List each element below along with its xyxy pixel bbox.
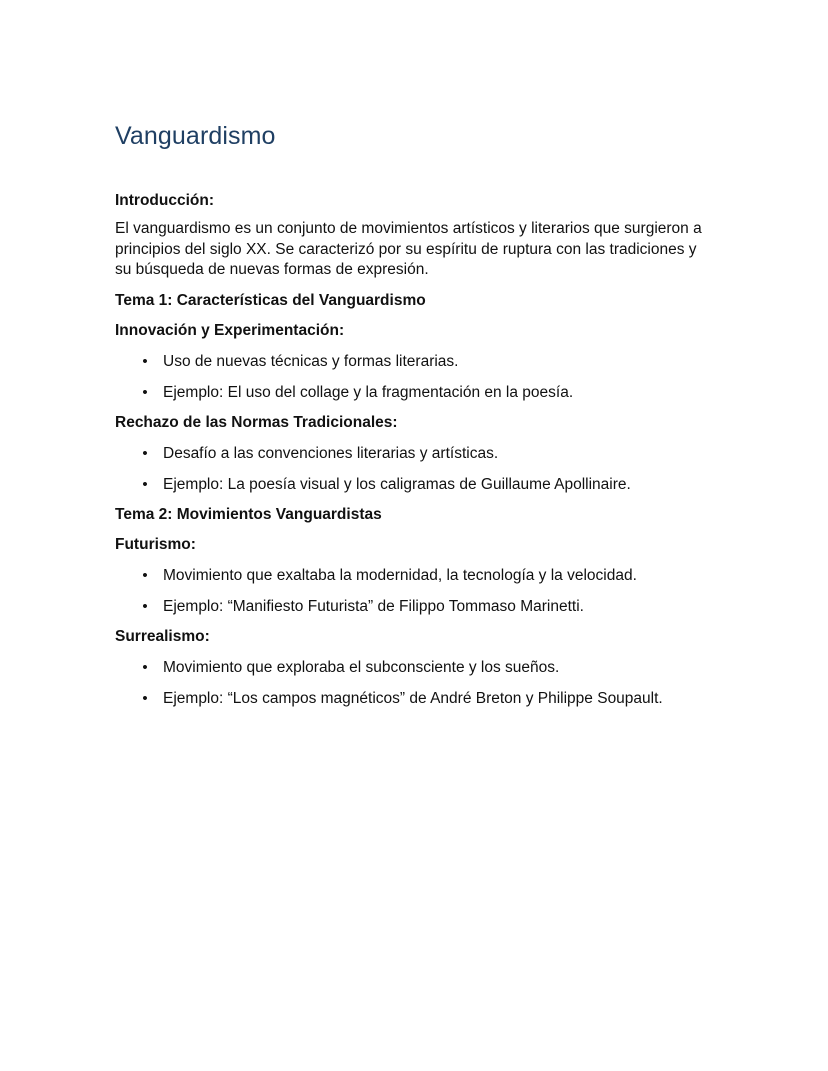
topic2-sub2-list <box>115 658 715 709</box>
list-item <box>115 383 715 403</box>
list-item <box>115 658 715 678</box>
bullet-icon: • <box>142 566 148 584</box>
list-item-text: Movimiento que exploraba el subconsciente y los sueños. <box>163 658 560 676</box>
intro-paragraph: El vanguardismo es un conjunto de movimientos artísticos y literarios que surgieron a principios del siglo XX. Se caracterizó por su espíritu de ruptura con las tradiciones y su búsqueda de nuevas formas de expresión. <box>115 220 702 278</box>
document-page <box>115 118 715 709</box>
list-item <box>115 444 715 464</box>
list-item <box>115 352 715 372</box>
list-item <box>115 475 715 495</box>
list-item <box>115 597 715 617</box>
topic1-sub2-label: Rechazo de las Normas Tradicionales: <box>115 413 398 431</box>
topic2-sub2-label: Surrealismo: <box>115 627 210 645</box>
bullet-icon: • <box>142 658 148 676</box>
topic1-sub1-label: Innovación y Experimentación: <box>115 321 345 339</box>
topic1-sub1-list <box>115 352 715 403</box>
list-item-text: Desafío a las convenciones literarias y artísticas. <box>163 444 499 462</box>
bullet-icon: • <box>142 352 148 370</box>
topic2-sub1-label: Futurismo: <box>115 535 196 553</box>
list-item-text: Ejemplo: “Los campos magnéticos” de André Breton y Philippe Soupault. <box>163 689 663 707</box>
bullet-icon: • <box>142 475 148 493</box>
document-title: Vanguardismo <box>115 122 276 150</box>
list-item-text: Movimiento que exaltaba la modernidad, la tecnología y la velocidad. <box>163 566 637 584</box>
list-item <box>115 689 715 709</box>
list-item-text: Ejemplo: “Manifiesto Futurista” de Filippo Tommaso Marinetti. <box>163 597 584 615</box>
bullet-icon: • <box>142 597 148 615</box>
list-item-text: Ejemplo: El uso del collage y la fragmentación en la poesía. <box>163 383 574 401</box>
bullet-icon: • <box>142 383 148 401</box>
list-item-text: Ejemplo: La poesía visual y los caligramas de Guillaume Apollinaire. <box>163 475 631 493</box>
topic1-sub2-list <box>115 444 715 495</box>
list-item-text: Uso de nuevas técnicas y formas literarias. <box>163 352 459 370</box>
bullet-icon: • <box>142 444 148 462</box>
bullet-icon: • <box>142 689 148 707</box>
intro-label: Introducción: <box>115 192 215 209</box>
topic2-heading: Tema 2: Movimientos Vanguardistas <box>115 505 382 523</box>
list-item <box>115 566 715 586</box>
topic2-sub1-list <box>115 566 715 617</box>
topic1-heading: Tema 1: Características del Vanguardismo <box>115 291 426 309</box>
